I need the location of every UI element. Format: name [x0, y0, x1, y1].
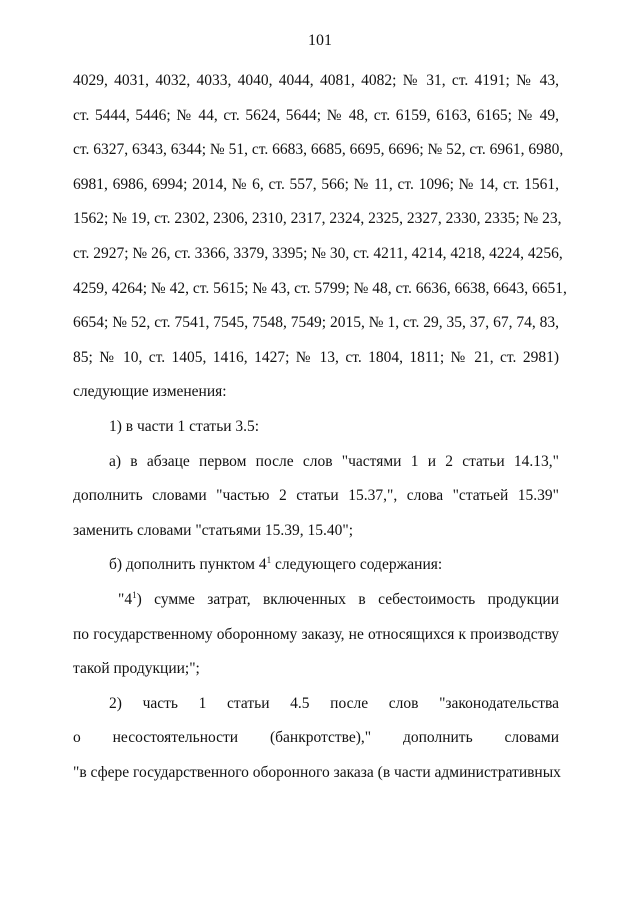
item-2-line: 2) часть 1 статьи 4.5 после слов "законодательства — [109, 694, 559, 712]
text-line: 6654; № 52, ст. 7541, 7545, 7548, 7549; 2015, № 1, ст. 29, 35, 37, 67, 74, 83, — [73, 314, 559, 332]
item-b-line — [73, 548, 559, 583]
item-2-line: о несостоятельности (банкротстве)," дополнить словами — [73, 729, 559, 747]
item-2-line: "в сфере государственного оборонного заказа (в части административных — [73, 763, 561, 781]
item-4-1-line: по государственному оборонному заказу, не относящихся к производству — [73, 625, 559, 643]
text-line: 1562; № 19, ст. 2302, 2306, 2310, 2317, 2324, 2325, 2327, 2330, 2335; № 23, — [73, 210, 562, 228]
item-a-line: а) в абзаце первом после слов "частями 1 и 2 статьи 14.13," — [109, 452, 559, 470]
item-4-1-text: сумме затрат, включенных в себестоимость продукции — [154, 590, 560, 608]
page-number: 101 — [308, 32, 332, 49]
item-b-superscript: 1 — [266, 555, 272, 566]
item-1-heading: 1) в части 1 статьи 3.5: — [109, 417, 260, 435]
text-line: 85; № 10, ст. 1405, 1416, 1427; № 13, ст. 1804, 1811; № 21, ст. 2981) — [73, 348, 559, 366]
document-body — [73, 64, 567, 790]
text-line: ст. 5444, 5446; № 44, ст. 5624, 5644; № 48, ст. 6159, 6163, 6165; № 49, — [73, 106, 559, 124]
item-4-1-line — [73, 583, 559, 618]
item-a-line: заменить словами "статьями 15.39, 15.40"; — [73, 521, 354, 539]
item-a-line: дополнить словами "частью 2 статьи 15.37,", слова "статьей 15.39" — [73, 487, 559, 505]
text-line: 4029, 4031, 4032, 4033, 4040, 4044, 4081, 4082; № 31, ст. 4191; № 43, — [73, 72, 559, 89]
text-line: следующие изменения: — [73, 383, 227, 401]
text-line: 6981, 6986, 6994; 2014, № 6, ст. 557, 566; № 11, ст. 1096; № 14, ст. 1561, — [73, 175, 559, 193]
item-b-prefix: б) дополнить пунктом 4 — [109, 556, 267, 574]
text-line: ст. 2927; № 26, ст. 3366, 3379, 3395; № 30, ст. 4211, 4214, 4218, 4224, 4256, — [73, 244, 563, 262]
item-4-1-label: "$4^1$) — [118, 589, 142, 608]
text-line: ст. 6327, 6343, 6344; № 51, ст. 6683, 6685, 6695, 6696; № 52, ст. 6961, 6980, — [73, 141, 564, 159]
item-b-suffix: следующего содержания: — [274, 556, 443, 574]
item-4-1-line: такой продукции;"; — [73, 660, 200, 678]
text-line: 4259, 4264; № 42, ст. 5615; № 43, ст. 5799; № 48, ст. 6636, 6638, 6643, 6651, — [73, 279, 567, 297]
